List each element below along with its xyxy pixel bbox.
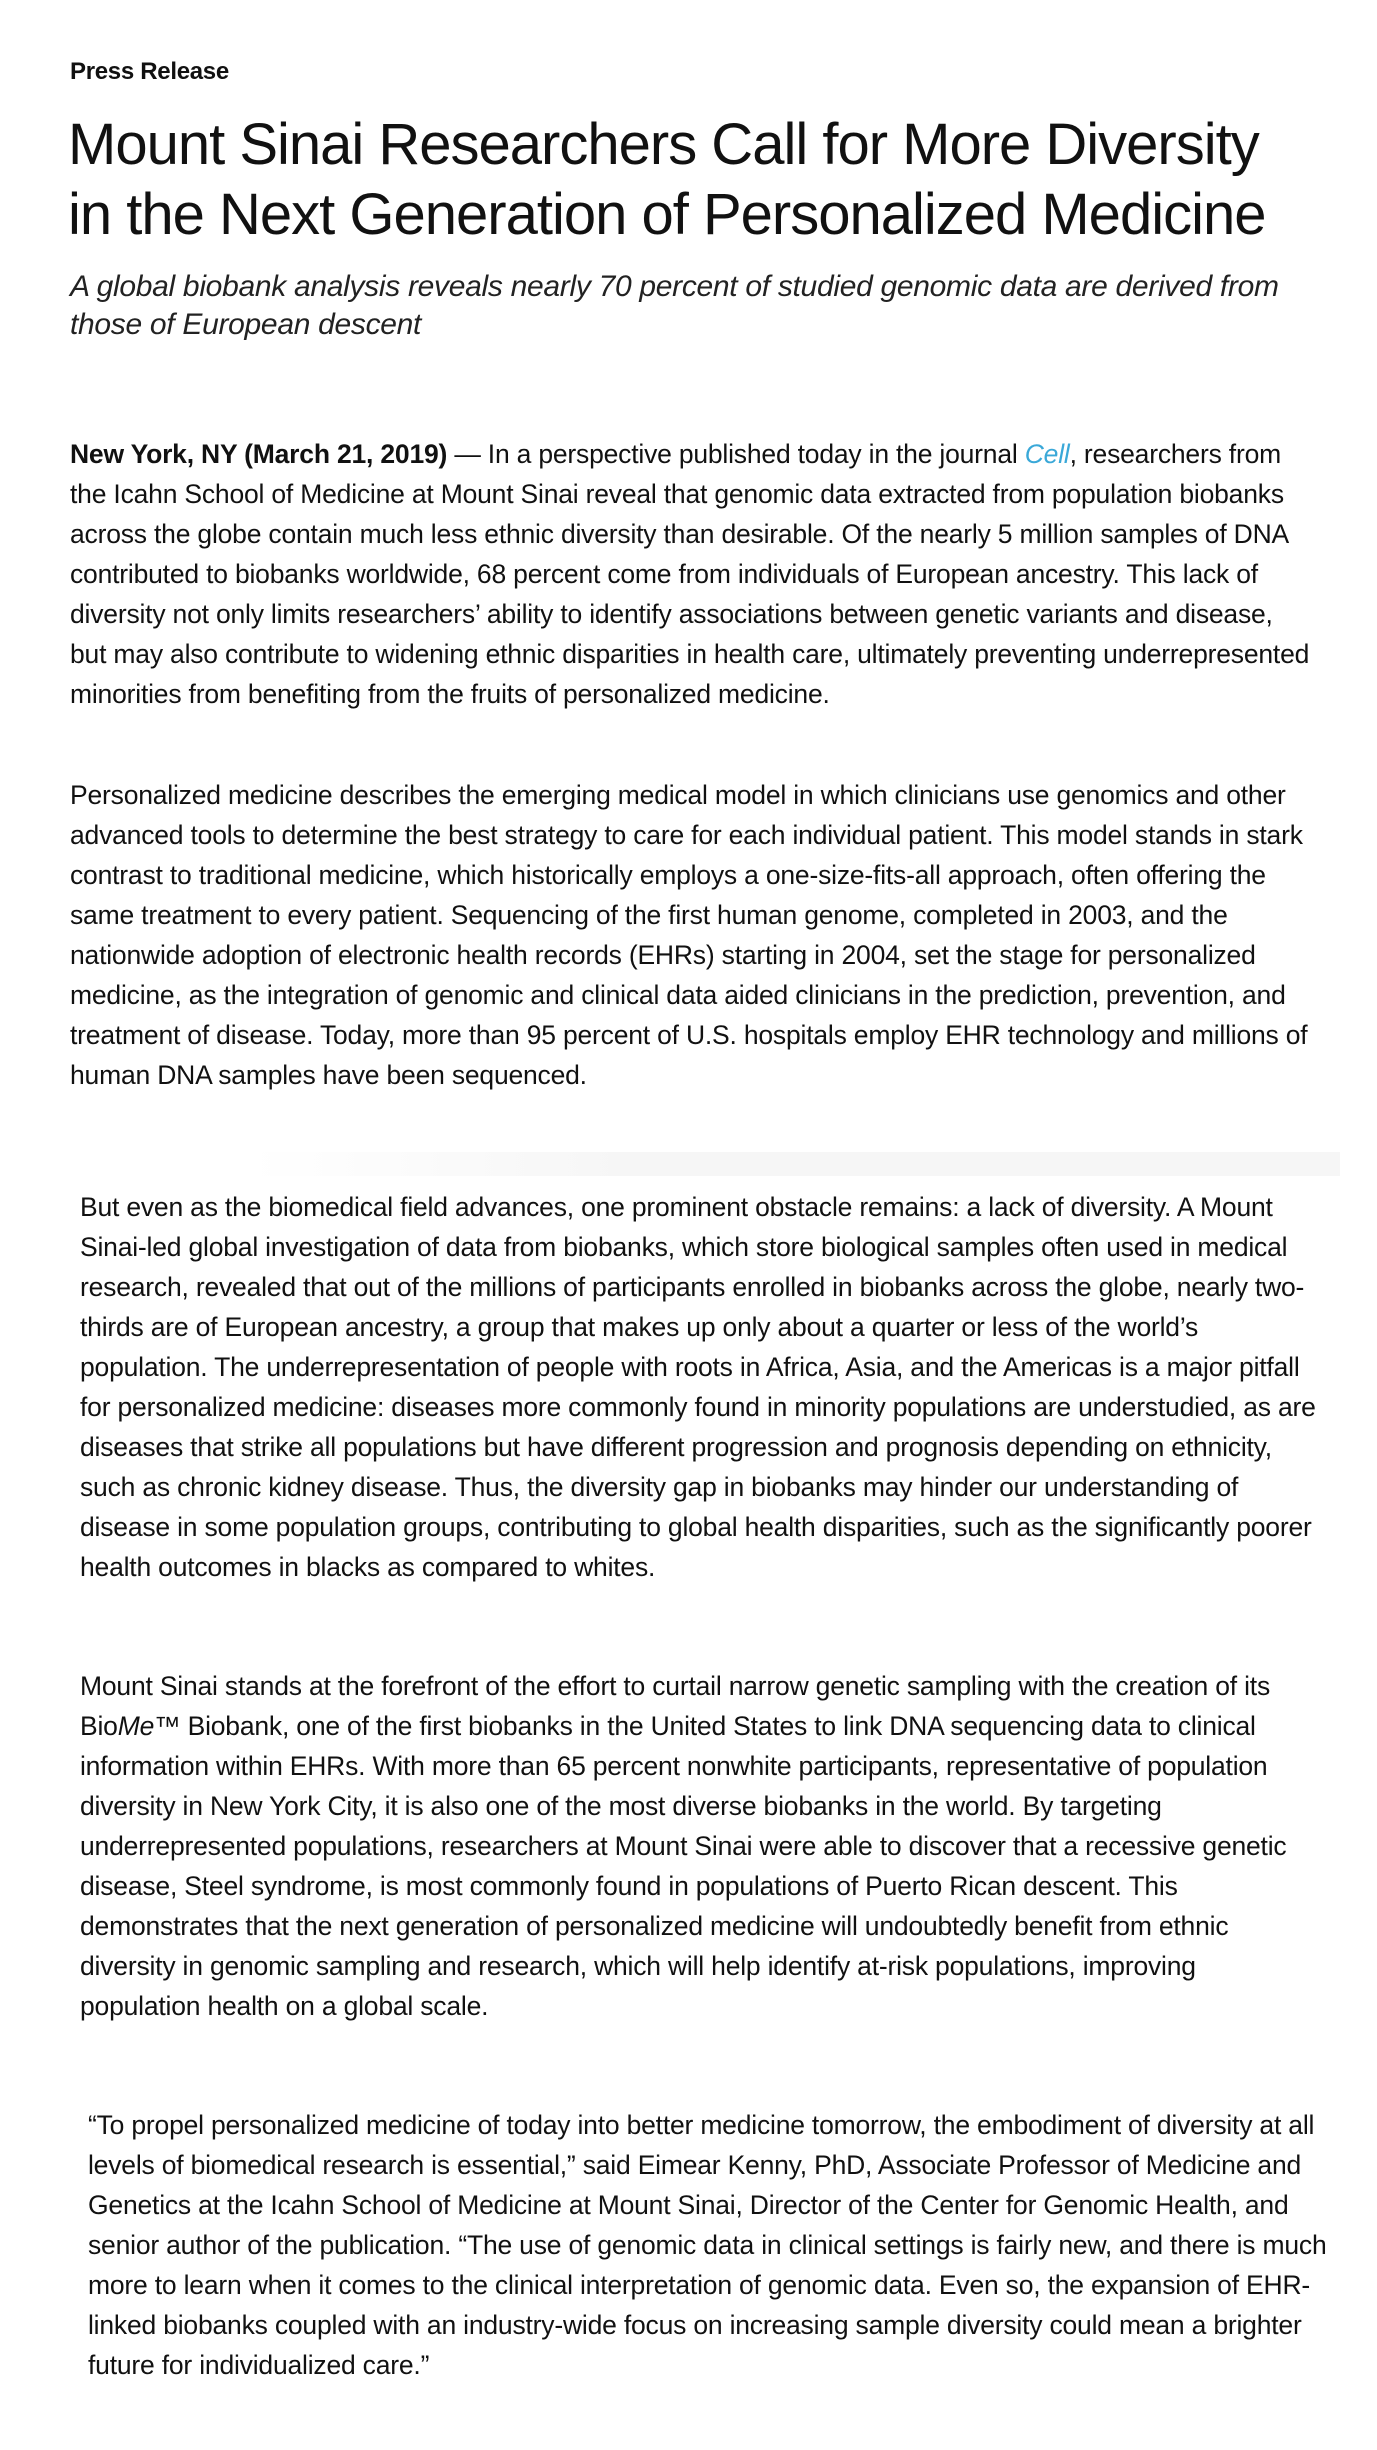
biome-italic: Me — [117, 1711, 155, 1741]
paragraph-1 — [70, 434, 1310, 714]
paragraph-4-before: Mount Sinai stands at the forefront of the effort to curtail narrow genetic sampling with the creation of its Bio — [80, 1671, 1270, 1741]
paragraph-2: Personalized medicine describes the emerging medical model in which clinicians use genomics and other advanced tools to determine the best strategy to care for each individual patient. This model stands in stark contrast to traditional medicine, which historically employs a one-size-fits-all approach, often offering the same treatment to every patient. Sequencing of the first human genome, completed in 2003, and the nationwide adoption of electronic health records (EHRs) starting in 2004, set the stage for personalized medicine, as the integration of genomic and clinical data aided clinicians in the prediction, prevention, and treatment of disease. Today, more than 95 percent of U.S. hospitals employ EHR technology and millions of human DNA samples have been sequenced. — [70, 780, 1308, 1090]
paragraph-4 — [80, 1666, 1320, 2026]
quote-paragraph: “To propel personalized medicine of today into better medicine tomorrow, the embodiment of diversity at all levels of biomedical research is essential,” said Eimear Kenny, PhD, Associate Professor of Medicine and Genetics at the Icahn School of Medicine at Mount Sinai, Director of the Center for Genomic Health, and senior author of the publication. “The use of genomic data in clinical settings is fairly new, and there is much more to learn when it comes to the clinical interpretation of genomic data. Even so, the expansion of EHR-linked biobanks coupled with an industry-wide focus on increasing sample diversity could mean a brighter future for individualized care.” — [88, 2110, 1327, 2380]
page-subtitle: A global biobank analysis reveals nearly 70 percent of studied genomic data are derived from those of European descent — [70, 270, 1279, 341]
dateline: New York, NY (March 21, 2019) — [70, 439, 448, 469]
section-divider — [250, 1152, 1340, 1176]
paragraph-1-lead: — In a perspective published today in the journal — [447, 439, 1025, 469]
page-title: Mount Sinai Researchers Call for More Diversity in the Next Generation of Personalized Medicine — [68, 112, 1266, 247]
paragraph-4-after: ™ Biobank, one of the first biobanks in the United States to link DNA sequencing data to clinical information within EHRs. With more than 65 percent nonwhite participants, representative of population diversity in New York City, it is also one of the most diverse biobanks in the world. By targeting underrepresented populations, researchers at Mount Sinai were able to discover that a recessive genetic disease, Steel syndrome, is most commonly found in populations of Puerto Rican descent. This demonstrates that the next generation of personalized medicine will undoubtedly benefit from ethnic diversity in genomic sampling and research, which will help identify at-risk populations, improving population health on a global scale. — [80, 1711, 1287, 2021]
press-release-label: Press Release — [70, 58, 229, 85]
paragraph-1-rest: , researchers from the Icahn School of Medicine at Mount Sinai reveal that genomic data extracted from population biobanks across the globe contain much less ethnic diversity than desirable. Of the nearly 5 million samples of DNA contributed to biobanks worldwide, 68 percent come from individuals of European ancestry. This lack of diversity not only limits researchers’ ability to identify associations between genetic variants and disease, but may also contribute to widening ethnic disparities in health care, ultimately preventing underrepresented minorities from benefiting from the fruits of personalized medicine. — [70, 439, 1310, 709]
journal-cell-link[interactable]: Cell — [1024, 439, 1070, 469]
paragraph-3: But even as the biomedical field advances, one prominent obstacle remains: a lack of diversity. A Mount Sinai-led global investigation of data from biobanks, which store biological samples often used in medical research, revealed that out of the millions of participants enrolled in biobanks across the globe, nearly two-thirds are of European ancestry, a group that makes up only about a quarter or less of the world’s population. The underrepresentation of people with roots in Africa, Asia, and the Americas is a major pitfall for personalized medicine: diseases more commonly found in minority populations are understudied, as are diseases that strike all populations but have different progression and prognosis depending on ethnicity, such as chronic kidney disease. Thus, the diversity gap in biobanks may hinder our understanding of disease in some population groups, contributing to global health disparities, such as the significantly poorer health outcomes in blacks as compared to whites. — [80, 1192, 1316, 1582]
